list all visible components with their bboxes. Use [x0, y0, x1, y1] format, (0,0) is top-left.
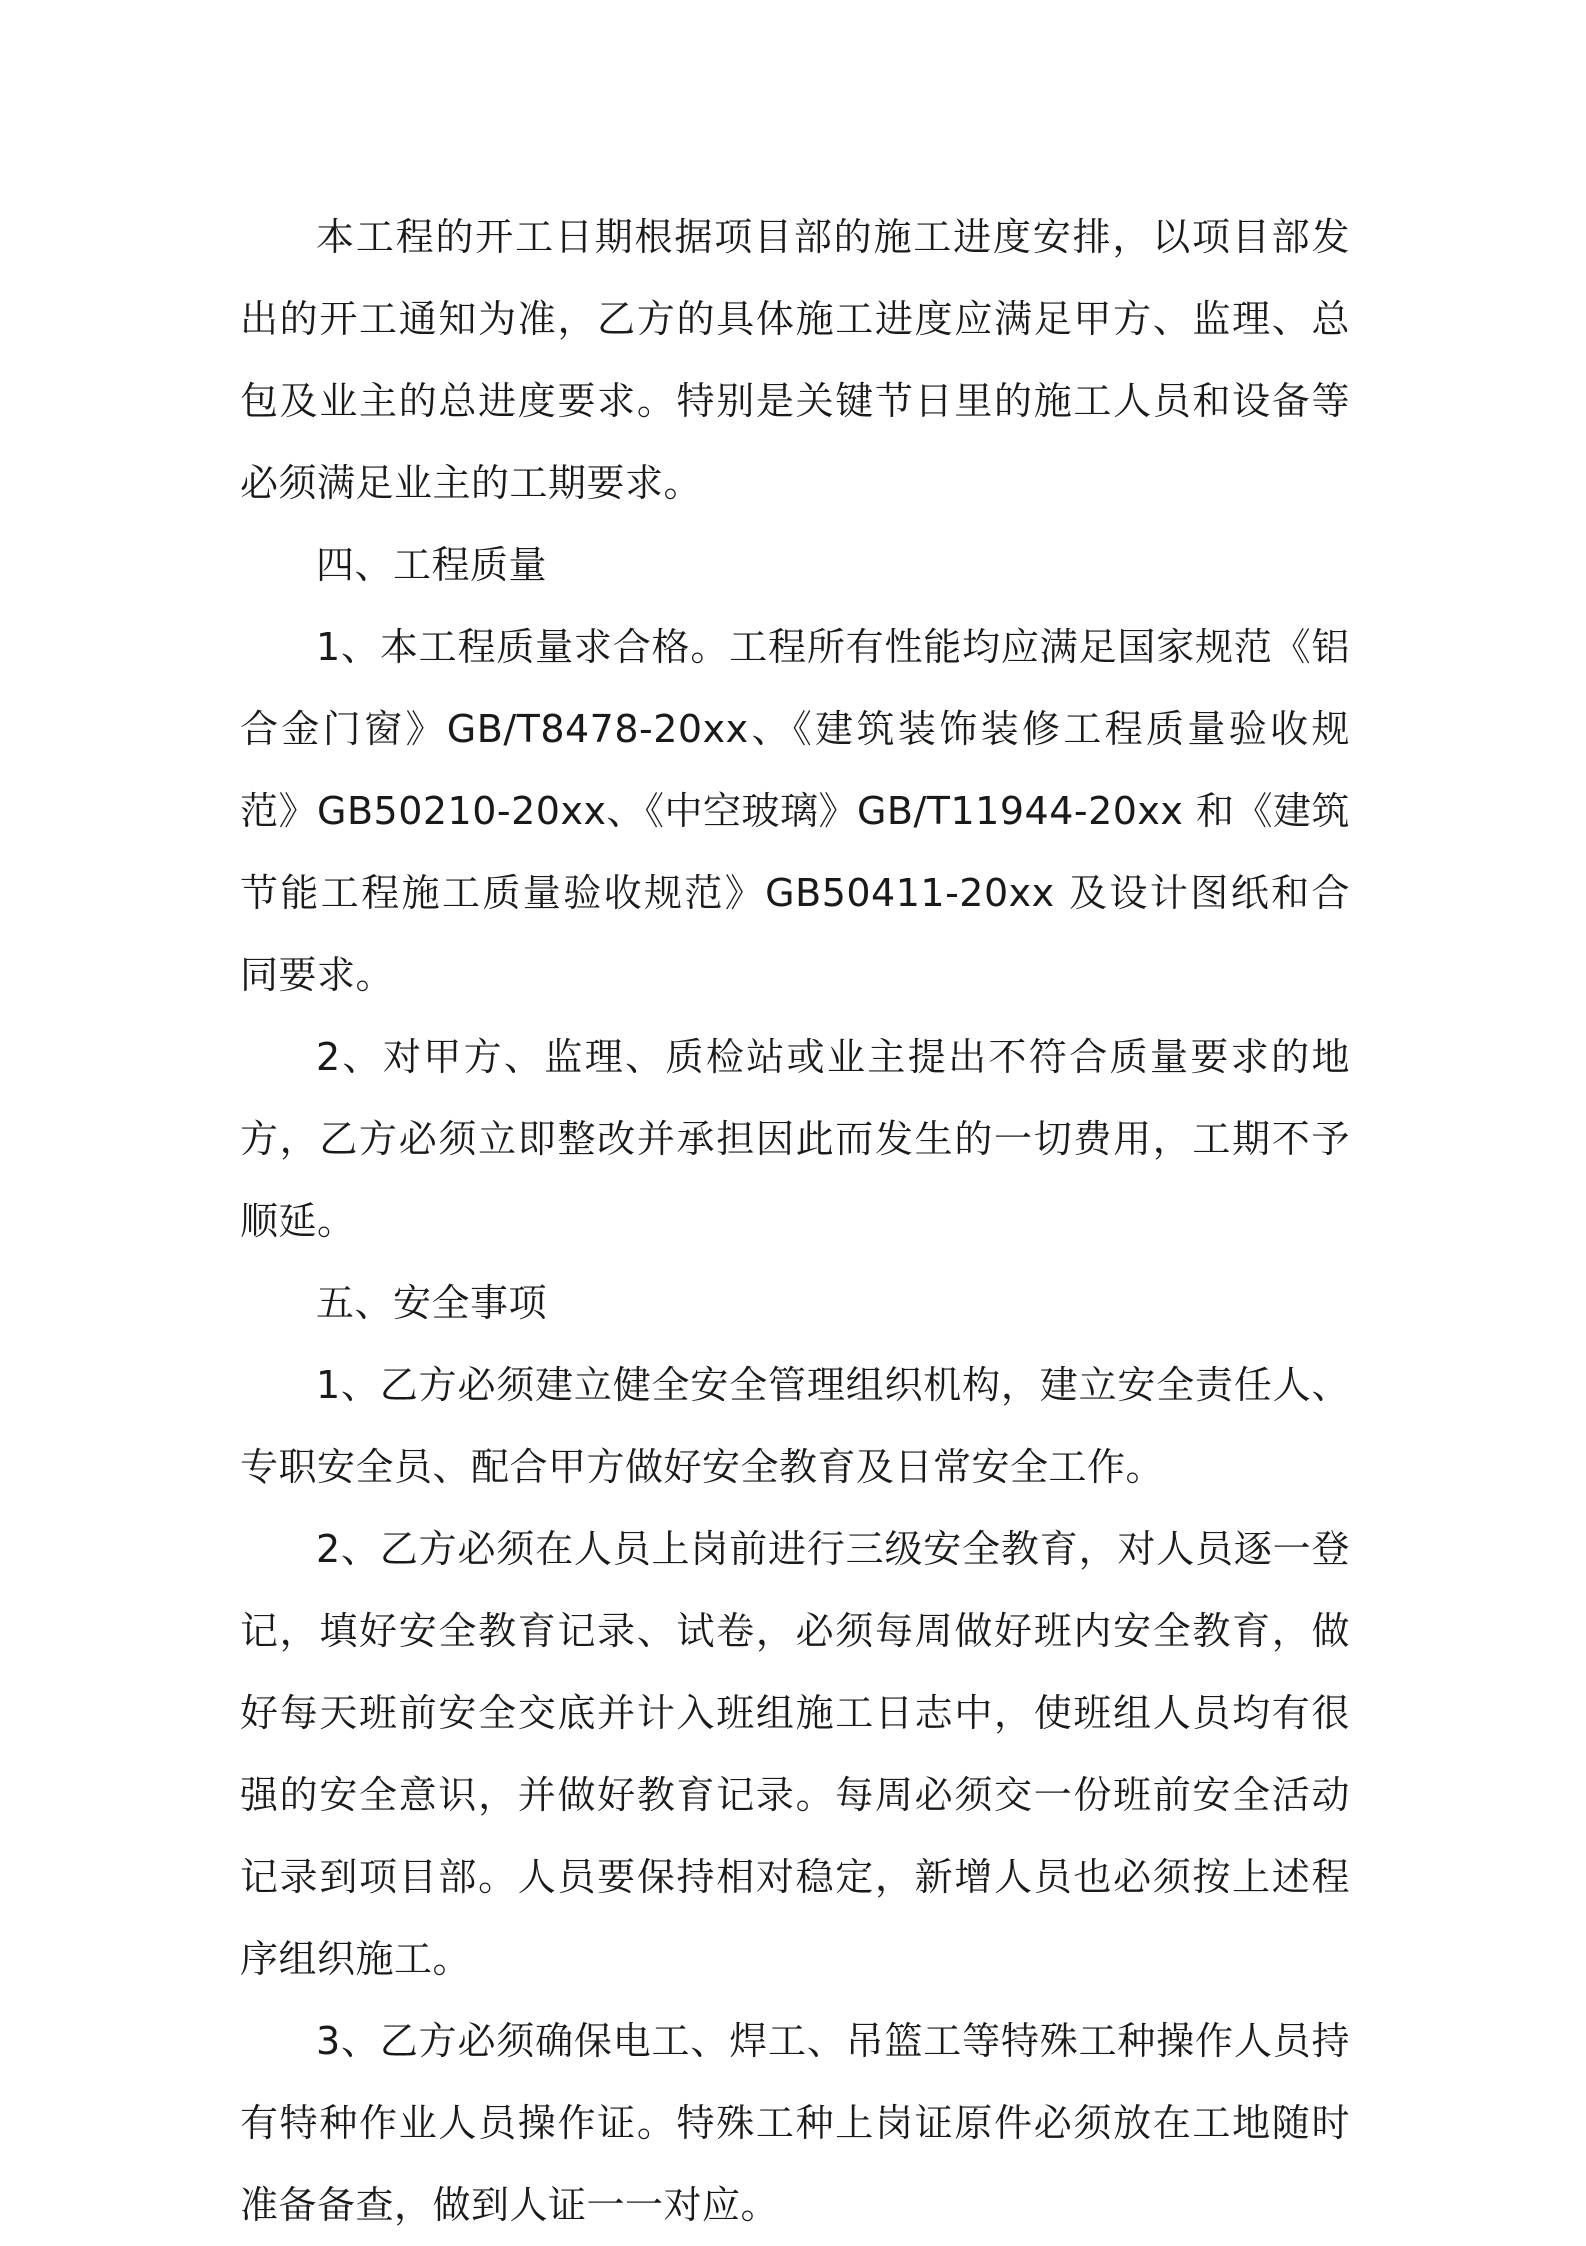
paragraph-special-workers: 3、乙方必须确保电工、焊工、吊篮工等特殊工种操作人员持有特种作业人员操作证。特殊工种上岗证原件必须放在工地随时准备备查，做到人证一一对应。 — [240, 2019, 1350, 2227]
paragraph-quality-standards: 1、本工程质量求合格。工程所有性能均应满足国家规范《铝合金门窗》GB/T8478-20xx、《建筑装饰装修工程质量验收规范》GB50210-20xx、《中空玻璃》GB/T11944-20xx 和《建筑节能工程施工质量验收规范》GB50411-20xx 及设计图纸和合同要求。 — [240, 625, 1350, 997]
paragraph-schedule: 本工程的开工日期根据项目部的施工进度安排，以项目部发出的开工通知为准，乙方的具体施工进度应满足甲方、监理、总包及业主的总进度要求。特别是关键节日里的施工人员和设备等必须满足业主的工期要求。 — [240, 215, 1350, 505]
paragraph-safety-education: 2、乙方必须在人员上岗前进行三级安全教育，对人员逐一登记，填好安全教育记录、试卷，必须每周做好班内安全教育，做好每天班前安全交底并计入班组施工日志中，使班组人员均有很强的安全意识，并做好教育记录。每周必须交一份班前安全活动记录到项目部。人员要保持相对稳定，新增人员也必须按上述程序组织施工。 — [240, 1527, 1350, 1981]
document-body — [240, 196, 1350, 2246]
section-heading-safety: 五、安全事项 — [316, 1281, 548, 1325]
section-heading-quality: 四、工程质量 — [316, 543, 548, 587]
paragraph-quality-rectification: 2、对甲方、监理、质检站或业主提出不符合质量要求的地方，乙方必须立即整改并承担因此而发生的一切费用，工期不予顺延。 — [240, 1035, 1350, 1243]
paragraph-safety-organization: 1、乙方必须建立健全安全管理组织机构，建立安全责任人、专职安全员、配合甲方做好安全教育及日常安全工作。 — [240, 1363, 1350, 1489]
